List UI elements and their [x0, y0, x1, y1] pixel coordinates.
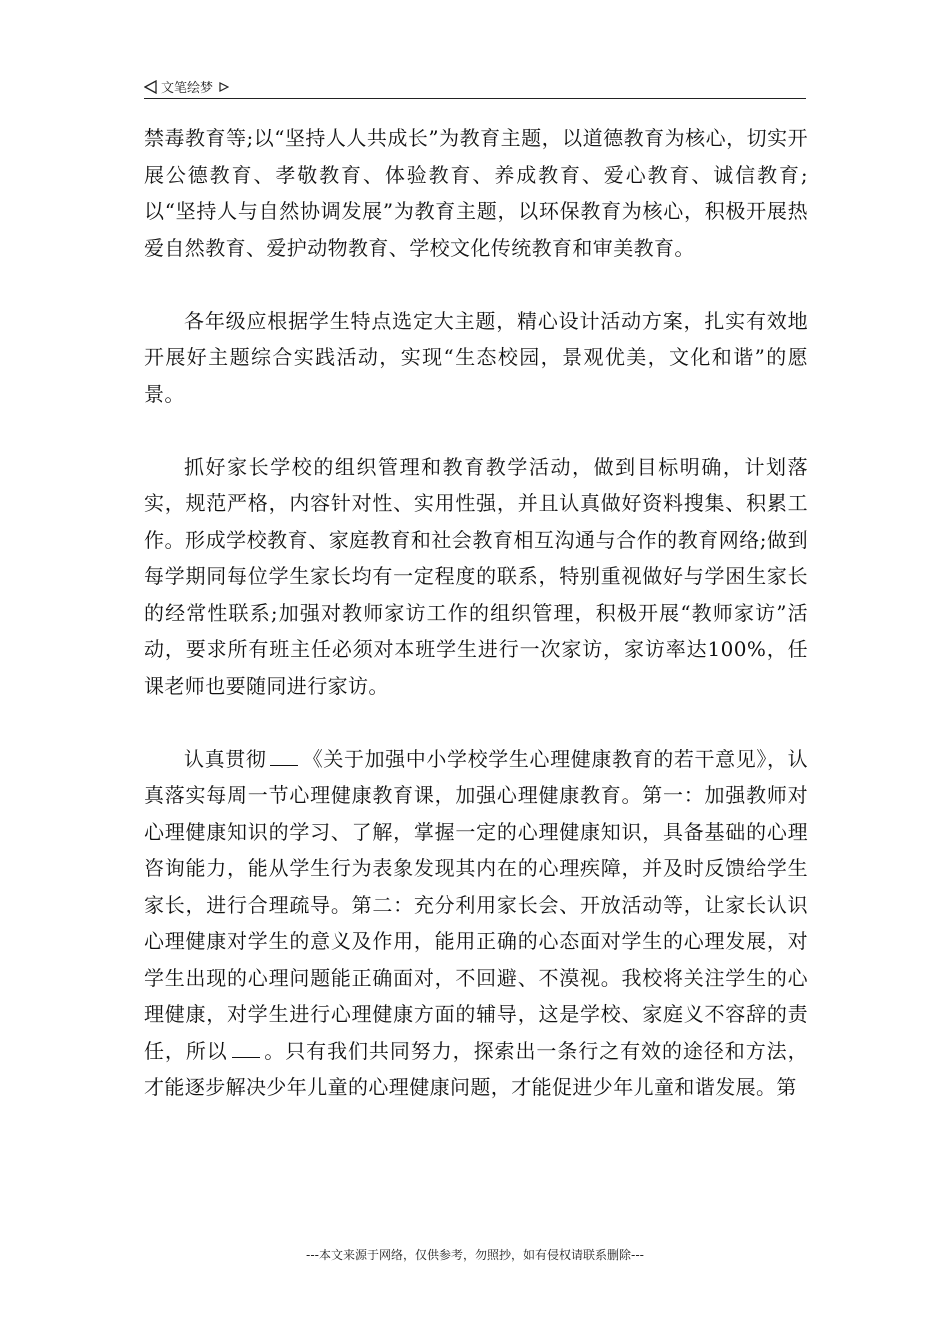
brand-text: 文笔绘梦: [161, 81, 214, 96]
blank-underline: [270, 747, 298, 766]
header-brand: [144, 77, 229, 96]
paragraph-text: 认真贯彻: [184, 746, 267, 771]
page-footer: [0, 1246, 950, 1263]
footer-disclaimer: ---本文来源于网络，仅供参考，勿照抄，如有侵权请联系删除---: [306, 1248, 644, 1262]
triangle-left-icon: [144, 80, 158, 94]
paragraph-text: 《关于加强中小学校学生心理健康教育的若干意见》，认真落实每周一节心理健康教育课，加强心理健康教育。第一：加强教师对心理健康知识的学习、了解，掌握一定的心理健康知识，具备基础的心理咨询能力，能从学生行为表象发现其内在的心理疾障，并及时反馈给学生家长，进行合理疏导。第二：充分利用家长会、开放活动等，让家长认识心理健康对学生的意义及作用，能用正确的心态面对学生的心理发展，对学生出现的心理问题能正确面对，不回避、不漠视。我校将关注学生的心理健康，对学生进行心理健康方面的辅导，这是学校、家庭义不容辞的责任，所以: [144, 746, 808, 1063]
page-header: [144, 74, 806, 99]
paragraph-text: 禁毒教育等;以“坚持人人共成长”为教育主题，以道德教育为核心，切实开展公德教育、孝敬教育、体验教育、养成教育、爱心教育、诚信教育;以“坚持人与自然协调发展”为教育主题，以环保教育为核心，积极开展热爱自然教育、爱护动物教育、学校文化传统教育和审美教育。: [144, 126, 808, 260]
paragraph-4: [144, 741, 808, 1106]
paragraph-3: [144, 449, 808, 705]
paragraph-text: 各年级应根据学生特点选定大主题，精心设计活动方案，扎实有效地开展好主题综合实践活动，实现“生态校园，景观优美，文化和谐”的愿景。: [144, 308, 808, 406]
blank-underline: [232, 1039, 260, 1058]
paragraph-text: 。只有我们共同努力，探索出一条行之有效的途径和方法，才能逐步解决少年儿童的心理健康问题，才能促进少年儿童和谐发展。第: [144, 1038, 808, 1099]
paragraph-1: [144, 120, 808, 266]
paragraph-2: [144, 303, 808, 413]
document-body: [144, 120, 808, 1142]
triangle-right-icon: [219, 82, 229, 92]
paragraph-text: 抓好家长学校的组织管理和教育教学活动，做到目标明确，计划落实，规范严格，内容针对性、实用性强，并且认真做好资料搜集、积累工作。形成学校教育、家庭教育和社会教育相互沟通与合作的教育网络;做到每学期同每位学生家长均有一定程度的联系，特别重视做好与学困生家长的经常性联系;加强对教师家访工作的组织管理，积极开展“教师家访”活动，要求所有班主任必须对本班学生进行一次家访，家访率达100%，任课老师也要随同进行家访。: [144, 454, 808, 698]
